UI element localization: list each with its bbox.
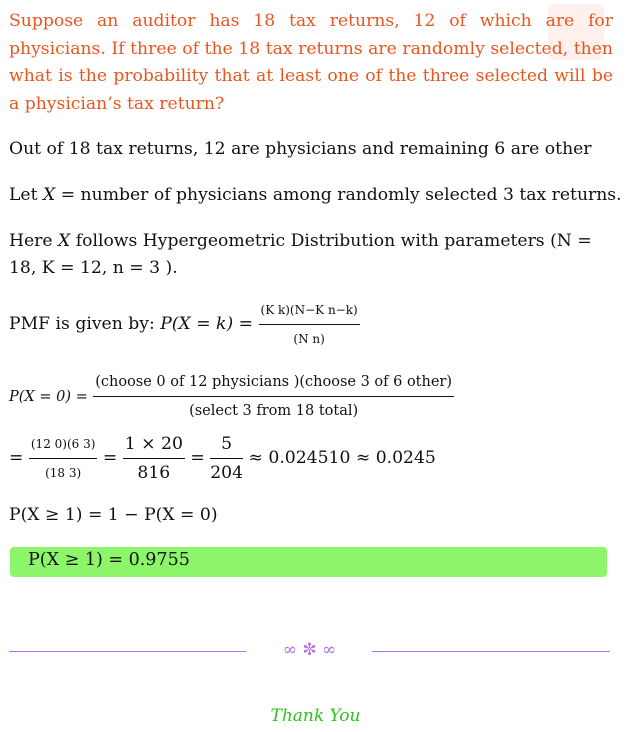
answer-text: P(X ≥ 1) = 0.9755 — [28, 550, 190, 570]
p0-fraction — [93, 370, 454, 423]
pmf-denominator: (N n) — [293, 332, 325, 346]
divider-left — [9, 651, 246, 652]
binomial-denominator: (18 3) — [45, 466, 82, 480]
p0-denominator: (select 3 from 18 total) — [189, 403, 359, 419]
complement-line: P(X ≥ 1) = 1 − P(X = 0) — [9, 505, 218, 525]
p0-numerator: (choose 0 of 12 physicians )(choose 3 of 6 other) — [93, 370, 454, 397]
pmf-numerator: (K k)(N−K n−k) — [259, 298, 360, 325]
definition-line: Let X = number of physicians among randomly selected 3 tax returns. — [9, 185, 622, 205]
p0-line: P(X = 0) = $\frac{\text{(choose 0 of 12 physicians )(choose 3 of 6 other)}}{\text{(select 3 from 18 total)}}$ — [9, 370, 454, 423]
thank-you-text: Thank You — [270, 706, 361, 726]
binomial-fraction — [29, 432, 98, 485]
pmf-line: PMF is given by: P(X = k) = $\frac{\text{(K k)(N−K n−k)}}{\text{(N n)}}$ — [9, 298, 360, 351]
answer-box — [10, 547, 607, 577]
reduced-fraction: $\frac{5}{204}$ — [210, 434, 244, 483]
count-fraction: $\frac{1 \times 20}{816}$ — [124, 434, 183, 483]
binomial-numerator: (12 0)(6 3) — [29, 432, 98, 459]
pmf-fraction — [259, 298, 360, 351]
distribution-line: Here X follows Hypergeometric Distribution with parameters (N = 18, K = 12, n = 3 ). — [9, 231, 592, 278]
ornament-icon: ∞ ✼ ∞ — [282, 640, 337, 660]
given-line: Out of 18 tax returns, 12 are physicians and remaining 6 are other — [9, 139, 592, 159]
calculation-line: = $\frac{(12 0)(6 3)}{(18 3)}$ = $\frac{1 \times 20}{816}$ = $\frac{5}{204}$ ≈ 0.024510 ≈ 0.0245 — [9, 434, 436, 483]
divider-right — [372, 651, 610, 652]
question-text: Suppose an auditor has 18 tax returns, 12 of which are for physicians. If three of the 18 tax returns are randomly selected, then what is the probability that at least one of the three selected will be a physician’s tax return? — [9, 11, 613, 114]
